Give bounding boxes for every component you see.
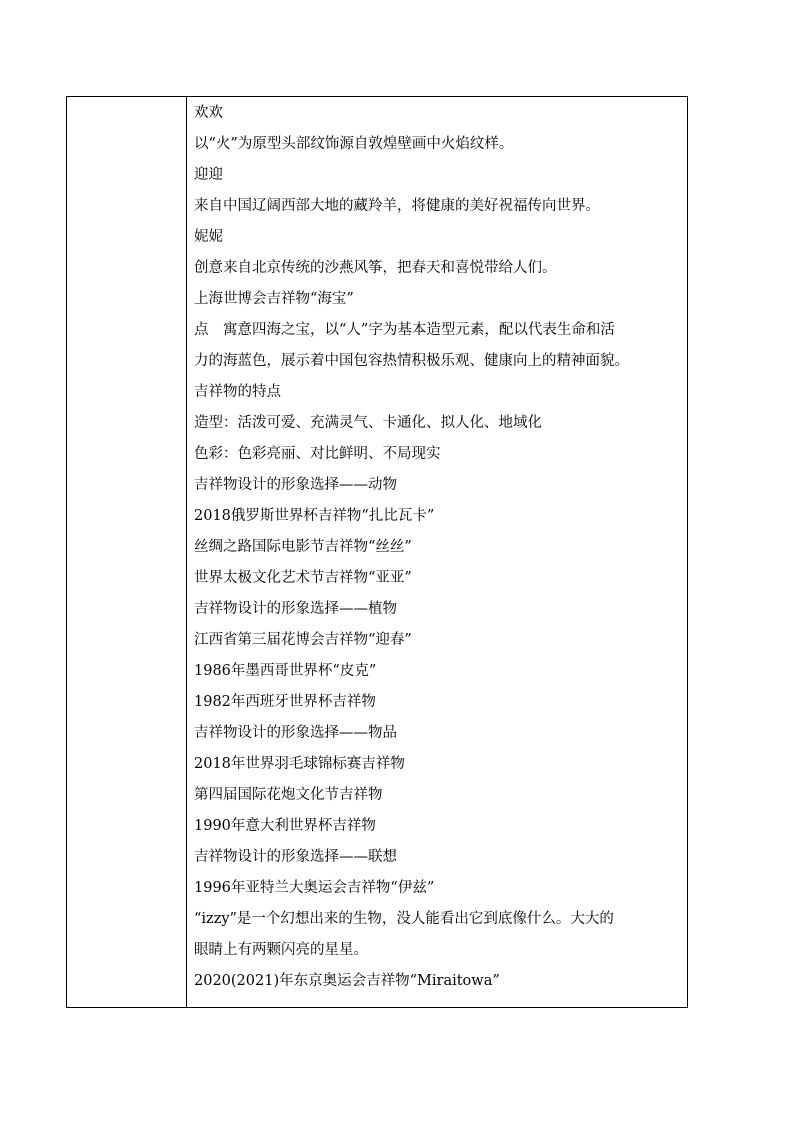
text-line: 上海世博会吉祥物“海宝” (194, 291, 354, 307)
text-line: 以“火”为原型头部纹饰源自敦煌壁画中火焰纹样。 (194, 136, 514, 152)
text-line: 吉祥物设计的形象选择——联想 (194, 849, 397, 865)
text-line: 色彩：色彩亮丽、对比鲜明、不局现实 (194, 446, 441, 462)
text-line: 吉祥物的特点 (194, 384, 281, 400)
text-line: 妮妮 (194, 229, 223, 245)
text-line: 欢欢 (194, 105, 223, 121)
text-line: 2020(2021)年东京奥运会吉祥物“Miraitowa” (194, 973, 500, 989)
text-line: 吉祥物设计的形象选择——物品 (194, 725, 397, 741)
text-line: 2018年世界羽毛球锦标赛吉祥物 (194, 756, 405, 772)
text-line: “izzy”是一个幻想出来的生物，没人能看出它到底像什么。大大的 (194, 911, 614, 927)
content-table (66, 96, 688, 1008)
text-line: 世界太极文化艺术节吉祥物“亚亚” (194, 570, 412, 586)
text-line: 吉祥物设计的形象选择——动物 (194, 477, 397, 493)
text-line: 江西省第三届花博会吉祥物“迎春” (194, 632, 412, 648)
text-line: 创意来自北京传统的沙燕风筝，把春天和喜悦带给人们。 (194, 260, 557, 276)
text-line: 点 寓意四海之宝，以“人”字为基本造型元素，配以代表生命和活 (194, 322, 615, 338)
text-line: 1996年亚特兰大奥运会吉祥物“伊兹” (194, 880, 435, 896)
text-line: 1982年西班牙世界杯吉祥物 (194, 694, 376, 710)
text-line: 第四届国际花炮文化节吉祥物 (194, 787, 383, 803)
table-left-cell (67, 97, 187, 1007)
text-line: 造型：活泼可爱、充满灵气、卡通化、拟人化、地域化 (194, 415, 542, 431)
text-line: 1990年意大利世界杯吉祥物 (194, 818, 376, 834)
table-right-cell (187, 97, 687, 1007)
text-line: 力的海蓝色，展示着中国包容热情积极乐观、健康向上的精神面貌。 (194, 353, 629, 369)
text-line: 吉祥物设计的形象选择——植物 (194, 601, 397, 617)
text-line: 来自中国辽阔西部大地的藏羚羊，将健康的美好祝福传向世界。 (194, 198, 600, 214)
text-line: 迎迎 (194, 167, 223, 183)
text-line: 丝绸之路国际电影节吉祥物“丝丝” (194, 539, 412, 555)
text-line: 1986年墨西哥世界杯“皮克” (194, 663, 377, 679)
text-line: 2018俄罗斯世界杯吉祥物“扎比瓦卡” (194, 508, 435, 524)
text-line: 眼睛上有两颗闪亮的星星。 (194, 942, 368, 958)
